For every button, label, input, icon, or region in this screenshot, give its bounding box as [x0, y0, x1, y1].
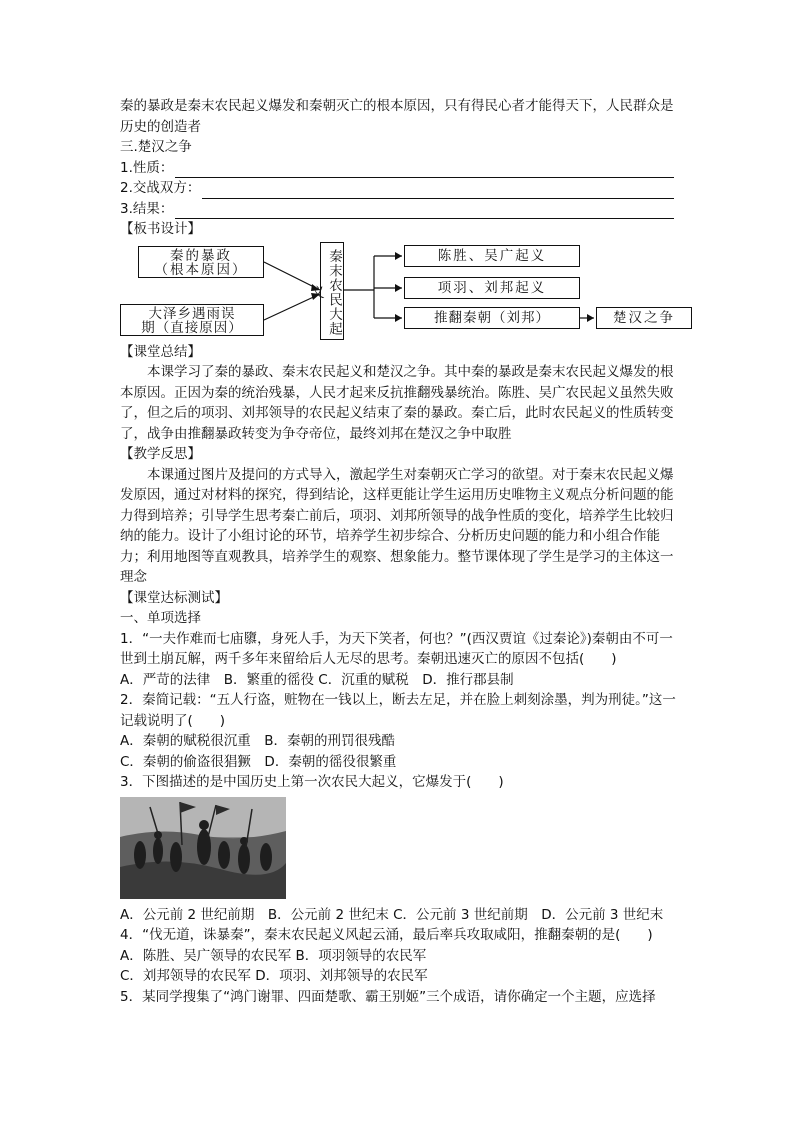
uprising-illustration — [120, 797, 286, 899]
question-4-stem: 4．“伐无道，诛暴秦”，秦末农民起义风起云涌，最后率兵攻取咸阳，推翻秦朝的是( ) — [120, 927, 653, 943]
question-1-stem: 1．“一夫作难而七庙隳，身死人手，为天下笑者，何也？”(西汉贾谊《过秦论》)秦朝由不可一世到土崩瓦解，两千多年来留给后人无尽的思考。秦朝迅速灭亡的原因不包括( ) — [120, 630, 673, 667]
question-3-options: A．公元前 2 世纪前期 B．公元前 2 世纪末 C．公元前 3 世纪前期 D．公元前 3 世纪末 — [120, 906, 664, 923]
question-2-options-cd: C．秦朝的偷盗很猖獗 D．秦朝的徭役很繁重 — [120, 753, 397, 770]
branch-box-xiangyu: 项羽、刘邦起义 — [404, 277, 580, 299]
question-1-options: A．严苛的法律 B．繁重的徭役 C．沉重的赋税 D．推行郡县制 — [120, 671, 514, 688]
test-part: 一、单项选择 — [120, 610, 201, 626]
box-line: 期（直接原因） — [141, 319, 243, 336]
blank-line — [202, 184, 674, 199]
box-line: （根本原因） — [154, 261, 248, 278]
center-box: 秦末农民大起义 — [320, 242, 344, 340]
board-diagram — [120, 242, 680, 340]
intro-paragraph: 秦的暴政是秦末农民起义爆发和秦朝灭亡的根本原因，只有得民心者才能得天下，人民群众是历史的创造者 — [120, 98, 674, 135]
field-label: 1.性质： — [120, 159, 174, 176]
board-heading: 【板书设计】 — [120, 221, 201, 237]
fill-in-nature — [120, 158, 680, 179]
summary-heading: 【课堂总结】 — [120, 343, 201, 360]
root-cause-box — [138, 246, 264, 278]
fill-in-sides — [120, 178, 680, 199]
summary-paragraph: 本课学习了秦的暴政、秦末农民起义和楚汉之争。其中秦的暴政是秦末农民起义爆发的根本原因。正因为秦的统治残暴，人民才起来反抗推翻残暴统治。陈胜、吴广农民起义虽然失败了，但之后的项羽、刘邦领导的农民起义结束了秦的暴政。秦亡后，此时农民起义的性质转变了，战争由推翻暴政转变为争夺帝位，最终刘邦在楚汉之争中取胜 — [120, 364, 674, 442]
question-5-stem: 5．某同学搜集了“鸿门谢罪、四面楚歌、霸王别姬”三个成语，请你确定一个主题，应选择 — [120, 988, 656, 1005]
fill-in-result — [120, 199, 680, 220]
reflection-paragraph: 本课通过图片及提问的方式导入，激起学生对秦朝灭亡学习的欲望。对于秦末农民起义爆发原因，通过对材料的探究，得到结论，这样更能让学生运用历史唯物主义观点分析问题的能力得到培养；引导学生思考秦亡前后，项羽、刘邦所领导的战争性质的变化，培养学生比较归纳的能力。设计了小组讨论的环节，培养学生初步综合、分析历史问题的能力和小组合作能力；利用地图等直观教具，培养学生的观察、想象能力。整节课体现了学生是学习的主体这一理念 — [120, 466, 674, 585]
reflection-heading: 【教学反思】 — [120, 446, 201, 462]
question-2-stem: 2．秦简记载：“五人行盗，赃物在一钱以上，断去左足，并在脸上刺刻涂墨，判为刑徒。”这一记载说明了( ) — [120, 692, 676, 729]
direct-cause-box — [120, 304, 264, 336]
document-page — [120, 96, 680, 1007]
branch-box-overthrow: 推翻秦朝（刘邦） — [404, 307, 580, 329]
question-3-stem: 3．下图描述的是中国历史上第一次农民大起义，它爆发于( ) — [120, 774, 504, 790]
question-4-options-cd: C．刘邦领导的农民军 D．项羽、刘邦领导的农民军 — [120, 968, 428, 984]
branch-box-chensheng: 陈胜、吴广起义 — [404, 245, 580, 267]
blank-line — [175, 163, 674, 178]
uprising-illustration-picture — [120, 797, 286, 899]
section-heading: 三.楚汉之争 — [120, 139, 192, 155]
result-box: 楚汉之争 — [596, 307, 692, 329]
box-line: 秦的暴政 — [170, 247, 232, 264]
field-label: 2.交战双方： — [120, 180, 201, 196]
question-2-options-ab: A．秦朝的赋税很沉重 B．秦朝的刑罚很残酷 — [120, 733, 395, 749]
blank-line — [175, 204, 674, 219]
question-4-options-ab: A．陈胜、吴广领导的农民军 B．项羽领导的农民军 — [120, 947, 427, 964]
test-heading: 【课堂达标测试】 — [120, 589, 228, 606]
box-line: 大泽乡遇雨误 — [148, 305, 236, 322]
field-label: 3.结果： — [120, 200, 174, 217]
